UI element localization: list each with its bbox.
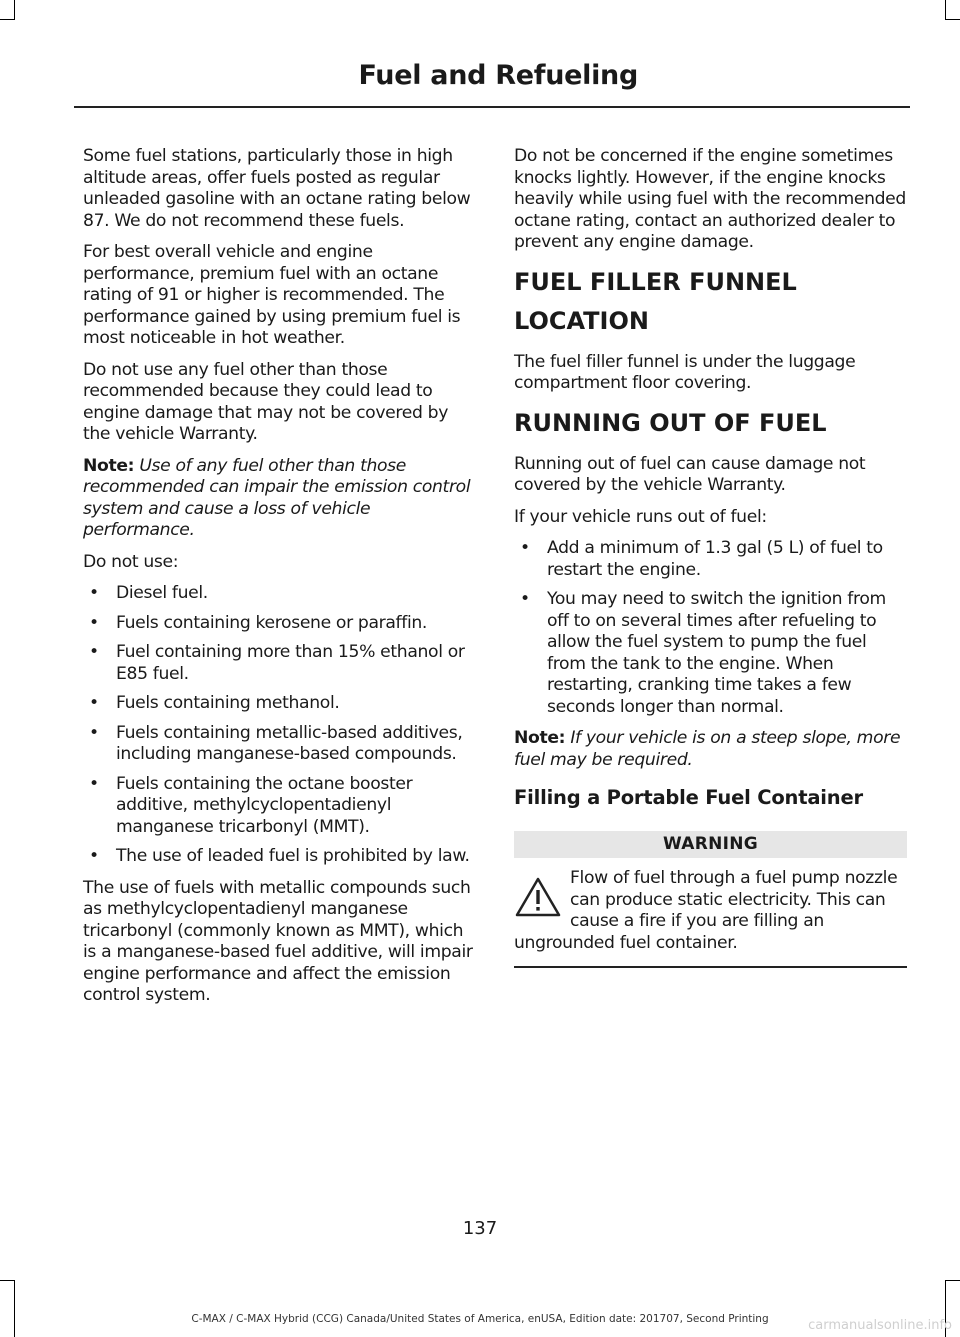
watermark: carmanualsonline.info	[808, 1318, 952, 1333]
crop-mark-top-right-vertical	[945, 0, 946, 20]
note-label: Note:	[83, 455, 135, 476]
note-steep-slope	[514, 728, 907, 771]
bullet: •	[89, 722, 99, 743]
list-item	[514, 538, 907, 581]
do-not-use-list	[83, 583, 476, 868]
footer-edition: C-MAX / C-MAX Hybrid (CCG) Canada/United States of America, enUSA, Edition date: 201707, Second Printing	[191, 1313, 769, 1325]
list-item	[83, 613, 476, 635]
runs-out-list	[514, 538, 907, 718]
paragraph-if-runs-out: If your vehicle runs out of fuel:	[514, 506, 767, 527]
warning-triangle-icon	[514, 876, 562, 918]
list-item	[83, 846, 476, 868]
note-text: Use of any fuel other than those recommended can impair the emission control system and cause a loss of vehicle performance.	[83, 455, 471, 540]
warning-box	[514, 868, 907, 954]
heading-portable-container: Filling a Portable Fuel Container	[514, 786, 863, 809]
left-column	[83, 146, 476, 1017]
warning-bottom-rule	[514, 966, 907, 968]
list-item-text: Fuels containing metallic-based additives, including manganese-based compounds.	[116, 722, 463, 764]
note-emission	[83, 456, 476, 542]
bullet: •	[89, 693, 99, 713]
bullet: •	[89, 583, 99, 603]
list-item-text: You may need to switch the ignition from off to on several times after refueling to allow the fuel system to pump the fuel from the tank to the engine. When restarting, cranking time takes a few seconds longer than normal.	[547, 589, 886, 717]
bullet: •	[89, 612, 99, 633]
list-item	[514, 589, 907, 718]
heading-line-1: FUEL FILLER FUNNEL	[514, 267, 797, 296]
list-item-text: Fuels containing methanol.	[116, 693, 340, 713]
list-item	[83, 723, 476, 766]
list-item-text: Fuels containing the octane booster additive, methylcyclopentadienyl manganese tricarbonyl (MMT).	[116, 773, 413, 837]
list-item	[83, 642, 476, 685]
note-text: If your vehicle is on a steep slope, more fuel may be required.	[514, 728, 901, 770]
crop-mark-top-left-horizontal	[0, 19, 15, 20]
list-item-text: Fuel containing more than 15% ethanol or E85 fuel.	[116, 642, 465, 684]
bullet: •	[89, 773, 99, 794]
list-item	[83, 583, 476, 605]
crop-mark-bottom-left-vertical	[14, 1280, 15, 1337]
crop-mark-top-left-vertical	[14, 0, 15, 20]
paragraph-metallic-compounds: The use of fuels with metallic compounds such as methylcyclopentadienyl manganese tricarbonyl (commonly known as MMT), which is a manganese-based fuel additive, will impair engine performance and affect the emission control system.	[83, 877, 473, 1005]
paragraph-running-out-damage: Running out of fuel can cause damage not covered by the vehicle Warranty.	[514, 453, 866, 495]
list-item-text: Diesel fuel.	[116, 583, 208, 603]
heading-fuel-filler-funnel	[514, 268, 907, 336]
bullet: •	[520, 589, 530, 609]
list-item-text: The use of leaded fuel is prohibited by law.	[116, 846, 470, 866]
paragraph-funnel-location: The fuel filler funnel is under the luggage compartment floor covering.	[514, 351, 856, 393]
list-item	[83, 693, 476, 715]
bullet: •	[520, 538, 530, 558]
right-column	[514, 146, 907, 968]
paragraph-octane-below-87: Some fuel stations, particularly those in high altitude areas, offer fuels posted as regular unleaded gasoline with an octane rating below 87. We do not recommend these fuels.	[83, 146, 471, 231]
note-label: Note:	[514, 728, 566, 748]
crop-mark-bottom-right-horizontal	[945, 1280, 960, 1281]
list-item	[83, 774, 476, 839]
list-item-text: Add a minimum of 1.3 gal (5 L) of fuel to restart the engine.	[547, 538, 883, 580]
page-number: 137	[462, 1218, 498, 1239]
crop-mark-bottom-left-horizontal	[0, 1280, 15, 1281]
paragraph-recommended-fuel: Do not use any fuel other than those recommended because they could lead to engine damage that may not be covered by the vehicle Warranty.	[83, 359, 449, 444]
heading-line-2: LOCATION	[514, 306, 649, 335]
header-divider	[74, 106, 910, 108]
heading-running-out-of-fuel: RUNNING OUT OF FUEL	[514, 408, 827, 437]
warning-label: WARNING	[514, 831, 907, 859]
bullet: •	[89, 642, 99, 662]
paragraph-premium-fuel: For best overall vehicle and engine performance, premium fuel with an octane rating of 91 or higher is recommended. The performance gained by using premium fuel is most noticeable in hot weather.	[83, 242, 461, 348]
crop-mark-top-right-horizontal	[945, 19, 960, 20]
do-not-use-heading: Do not use:	[83, 551, 179, 572]
bullet: •	[89, 846, 99, 866]
page-title: Fuel and Refueling	[358, 60, 638, 91]
list-item-text: Fuels containing kerosene or paraffin.	[116, 612, 428, 633]
warning-text: Flow of fuel through a fuel pump nozzle can produce static electricity. This can cause a fire if you are filling an ungrounded fuel container.	[514, 868, 898, 953]
paragraph-engine-knock: Do not be concerned if the engine sometimes knocks lightly. However, if the engine knocks heavily while using fuel with the recommended octane rating, contact an authorized dealer to prevent any engine damage.	[514, 146, 906, 252]
